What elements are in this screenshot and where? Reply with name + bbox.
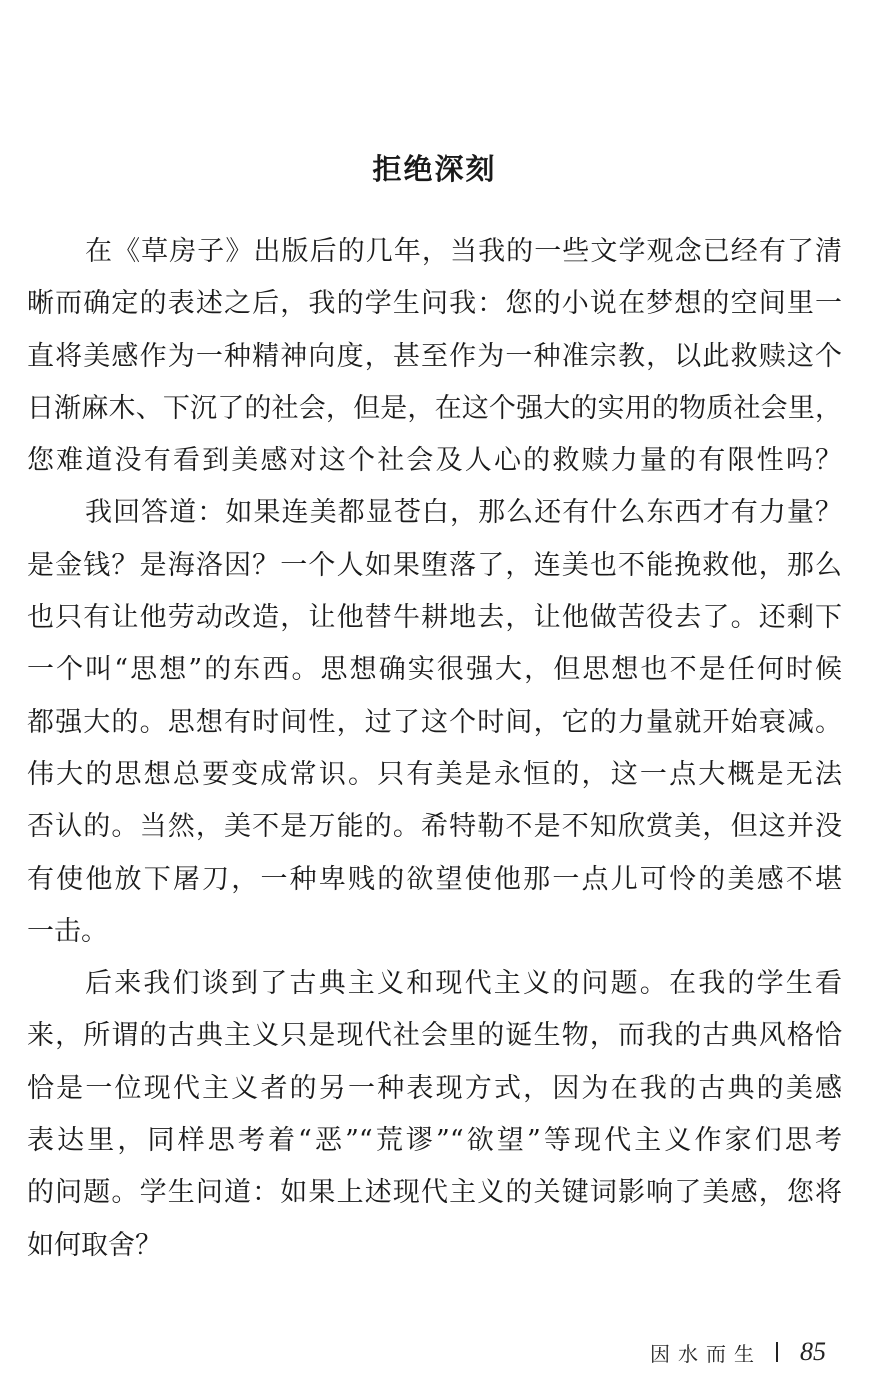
text-line: 有使他放下屠刀，一种卑贱的欲望使他那一点儿可怜的美感不堪	[27, 863, 842, 895]
text-line: 表达里，同样思考着“恶”“荒谬”“欲望”等现代主义作家们思考	[27, 1125, 842, 1157]
text-line: 也只有让他劳动改造，让他替牛耕地去，让他做苦役去了。还剩下	[27, 602, 842, 634]
text-line: 直将美感作为一种精神向度，甚至作为一种准宗教，以此救赎这个	[27, 340, 842, 372]
running-title: 因水而生	[650, 1341, 762, 1366]
chapter-title: 拒绝深刻	[372, 152, 497, 187]
paragraph	[27, 226, 842, 487]
text-line: 都强大的。思想有时间性，过了这个时间，它的力量就开始衰减。	[27, 706, 842, 738]
text-line: 我回答道：如果连美都显苍白，那么还有什么东西才有力量？	[85, 497, 842, 529]
paragraph	[27, 487, 842, 958]
text-line: 否认的。当然，美不是万能的。希特勒不是不知欣赏美，但这并没	[27, 811, 842, 843]
footer-divider	[776, 1342, 778, 1362]
paragraph	[27, 958, 842, 1272]
text-line: 在《草房子》出版后的几年，当我的一些文学观念已经有了清	[85, 236, 842, 267]
text-line: 一击。	[27, 915, 108, 947]
text-line: 是金钱？是海洛因？一个人如果堕落了，连美也不能挽救他，那么	[27, 549, 842, 581]
page-footer	[650, 1334, 826, 1370]
text-line: 后来我们谈到了古典主义和现代主义的问题。在我的学生看	[85, 968, 842, 1000]
text-line: 伟大的思想总要变成常识。只有美是永恒的，这一点大概是无法	[27, 758, 842, 790]
page-number: 85	[800, 1337, 826, 1366]
body-text	[27, 226, 842, 1272]
text-line: 日渐麻木、下沉了的社会，但是，在这个强大的实用的物质社会里，	[27, 392, 842, 424]
text-line: 来，所谓的古典主义只是现代社会里的诞生物，而我的古典风格恰	[27, 1020, 842, 1052]
text-line: 您难道没有看到美感对这个社会及人心的救赎力量的有限性吗？	[27, 445, 842, 477]
text-line: 一个叫“思想”的东西。思想确实很强大，但思想也不是任何时候	[27, 654, 842, 686]
text-line: 如何取舍？	[27, 1229, 162, 1261]
text-line: 的问题。学生问道：如果上述现代主义的关键词影响了美感，您将	[27, 1177, 842, 1209]
text-line: 晰而确定的表述之后，我的学生问我：您的小说在梦想的空间里一	[27, 288, 842, 320]
text-line: 恰是一位现代主义者的另一种表现方式，因为在我的古典的美感	[27, 1072, 842, 1104]
